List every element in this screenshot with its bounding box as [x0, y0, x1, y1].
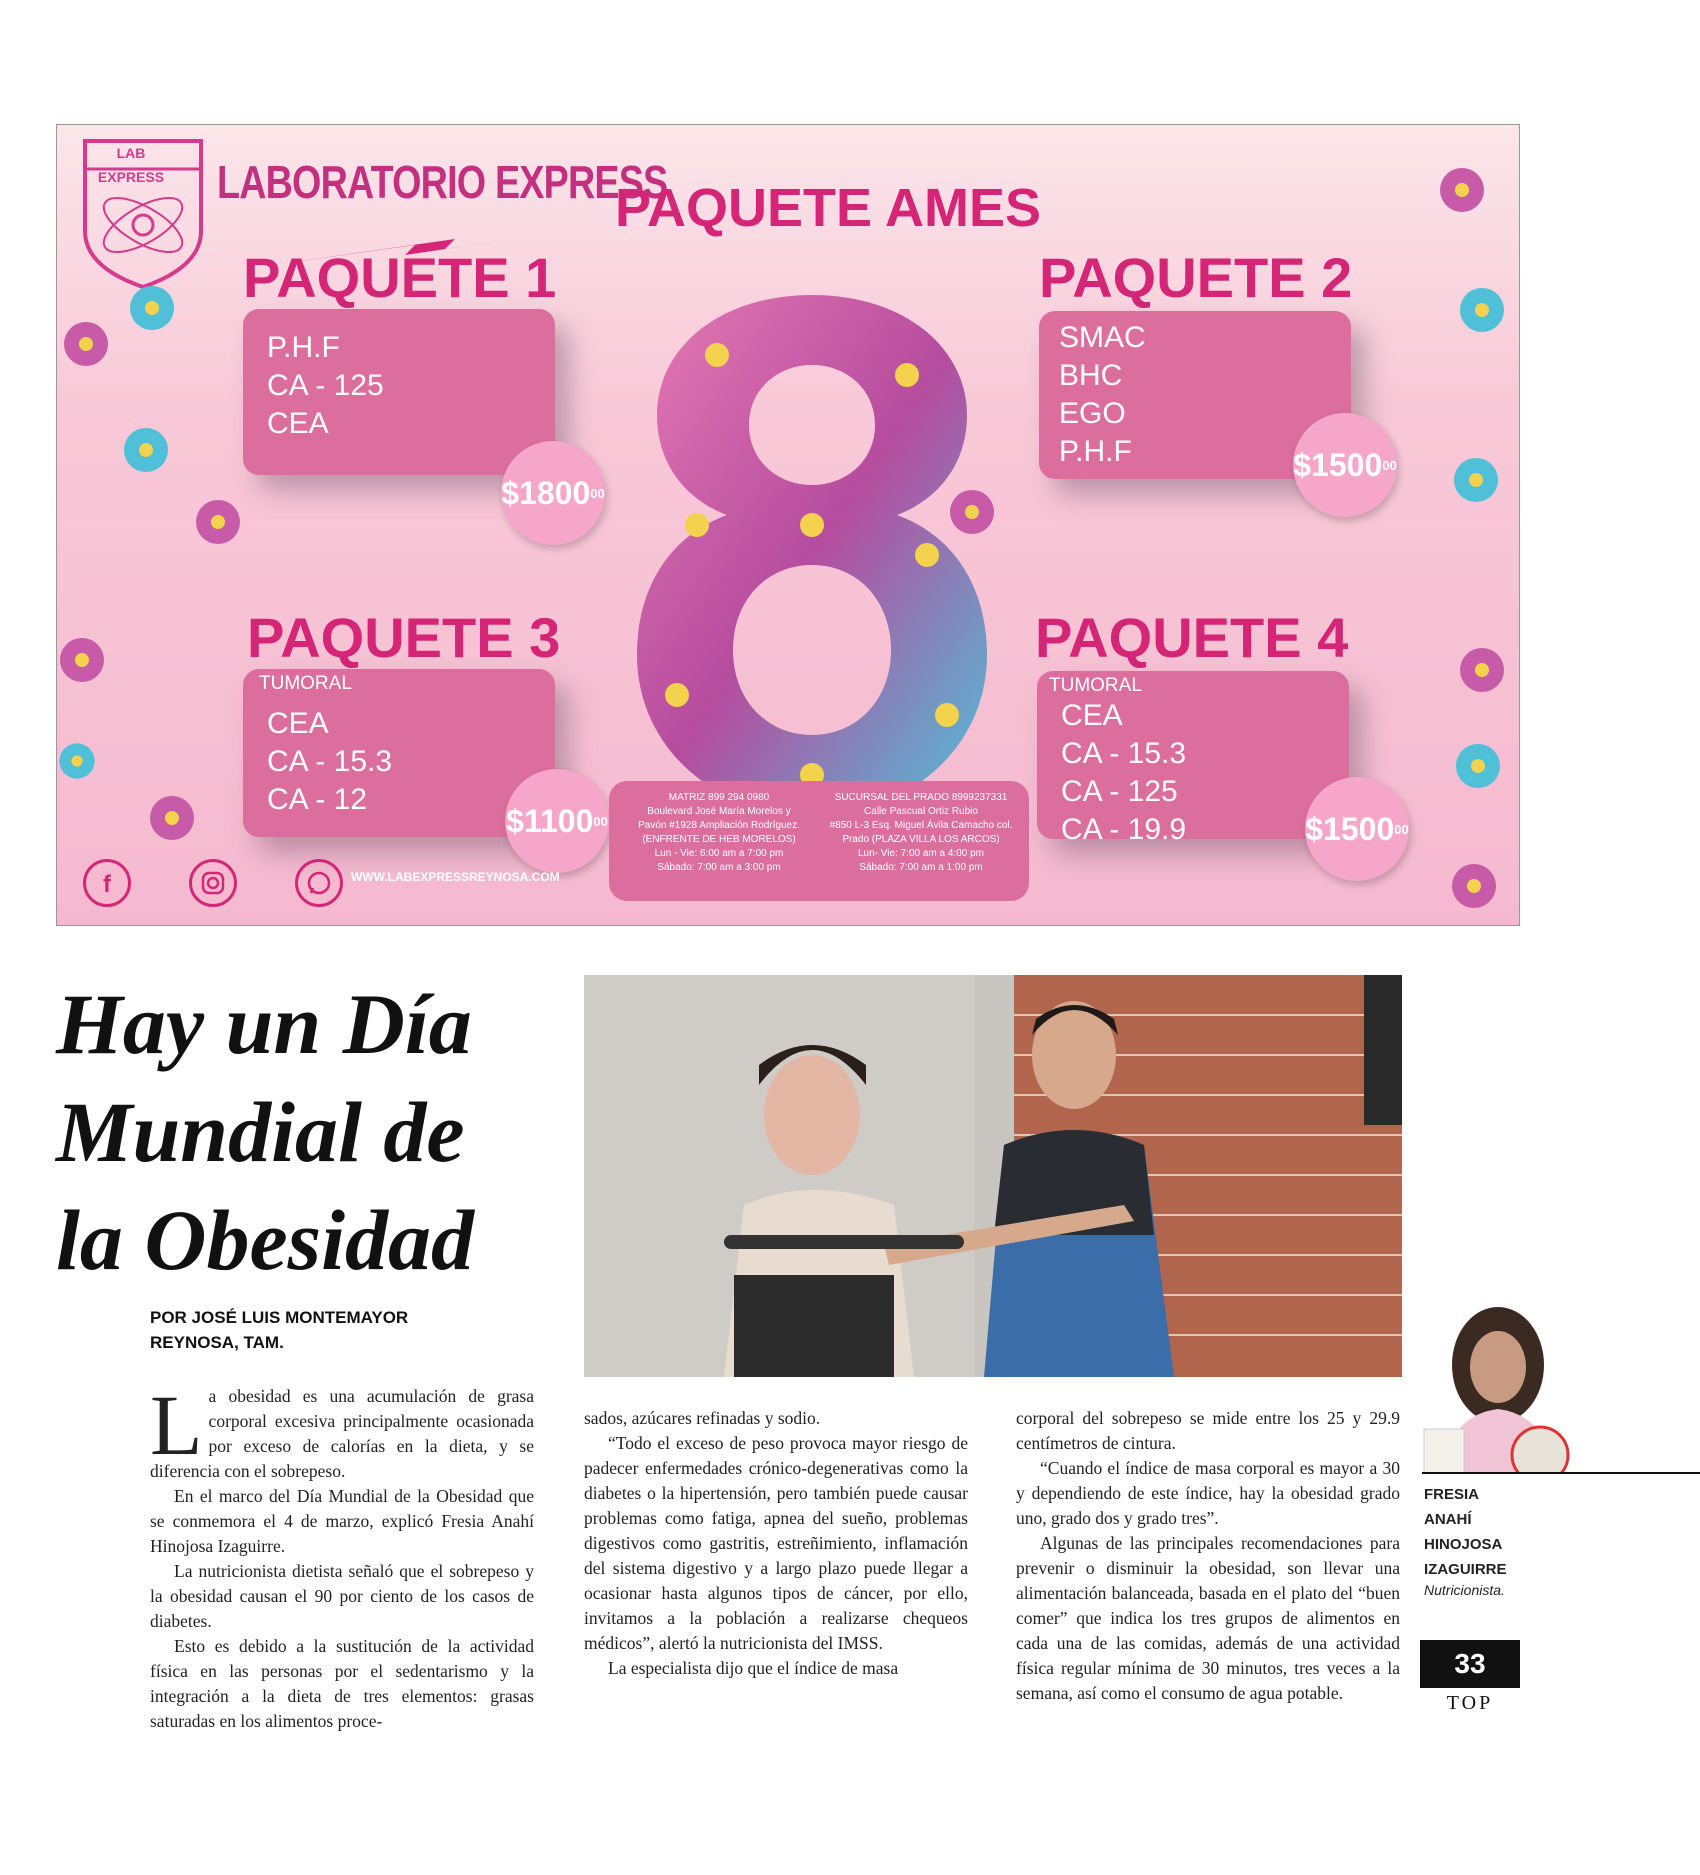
- advertisement: [56, 124, 1520, 926]
- instagram-icon[interactable]: [189, 859, 237, 907]
- author-divider: [1422, 1472, 1700, 1474]
- package-4-subtitle: TUMORAL: [1049, 675, 1142, 696]
- branch-info-box: [609, 781, 1029, 901]
- package-3-subtitle: TUMORAL: [259, 673, 352, 694]
- flower-icon: [947, 487, 997, 537]
- flower-icon: [1457, 645, 1507, 695]
- package-4-item: CEA: [1061, 699, 1123, 732]
- flower-icon: [1449, 861, 1499, 911]
- author-photo: [1422, 1305, 1572, 1473]
- flower-icon: [1453, 741, 1503, 791]
- dropcap: L: [150, 1377, 203, 1473]
- flower-icon: [1451, 455, 1501, 505]
- package-2-item: SMAC: [1059, 321, 1146, 354]
- package-1-item: P.H.F: [267, 331, 340, 364]
- package-3-item: CEA: [267, 707, 329, 740]
- whatsapp-icon[interactable]: [295, 859, 343, 907]
- branch-matriz: MATRIZ 899 294 0980 Boulevard José María Morelos y Pavón #1928 Ampliación Rodríguez. (ENFRENTE DE HEB MORELOS) Lun - Vie: 6:00 am a 7:00 pm Sábado: 7:00 am a 3:00 pm: [638, 792, 800, 873]
- package-1-card: [243, 309, 555, 475]
- author-role: Nutricionista.: [1424, 1582, 1505, 1598]
- package-2-item: BHC: [1059, 359, 1123, 392]
- flower-icon: [1457, 285, 1507, 335]
- package-1-item: CEA: [267, 407, 329, 440]
- facebook-icon[interactable]: [83, 859, 131, 907]
- svg-text:f: f: [103, 871, 111, 898]
- package-4-card: [1037, 671, 1349, 846]
- ad-title: PAQUETE AMES: [615, 178, 1042, 238]
- brand-small-label: LAB EXPRESS: [97, 145, 165, 185]
- flower-icon: [61, 319, 111, 369]
- article-headline: Hay un Día Mundial de la Obesidad: [56, 976, 475, 1288]
- byline: POR JOSÉ LUIS MONTEMAYOR REYNOSA, TAM.: [150, 1308, 409, 1352]
- package-1-heading: PAQUETE 1: [243, 246, 557, 309]
- article-column-2: sados, azúcares refinadas y sodio. “Todo el exceso de peso provoca mayor riesgo de padecer enfermedades crónico-degenerativas como la diabetes o la hipertensión, pero también puede causar problemas como fatiga, apnea del sueño, problemas digestivos como gastritis, estreñimiento, inflamación del sistema digestivo y a largo plazo puede llegar a ocasionar hasta algunos tipos de cáncer, por ello, invitamos a la población a realizarse chequeos médicos”, alertó la nutricionista del IMSS. La especialista dijo que el índice de masa: [584, 1408, 968, 1678]
- section-label: TOP: [1446, 1692, 1494, 1714]
- package-4-price: $1500 00: [1305, 777, 1409, 881]
- package-2-item: P.H.F: [1059, 435, 1132, 468]
- package-1-price: $1800 00: [501, 441, 605, 545]
- article-column-3: corporal del sobrepeso se mide entre los 25 y 29.9 centímetros de cintura. “Cuando el índice de masa corporal es mayor a 30 y dependiendo de este índice, hay la obesidad grado uno, grado dos y grado tres”. Algunas de las principales recomendaciones para prevenir o disminuir la obesidad, son llevar una alimentación balanceada, basada en el plato del “buen comer” que indica los tres grupos de alimentos en cada una de las comidas, además de una actividad física regular mínima de 30 minutos, tres veces a la semana, así como el consumo de agua potable.: [1016, 1408, 1400, 1703]
- package-2-heading: PAQUETE 2: [1039, 246, 1353, 309]
- page-number: 33: [1420, 1640, 1520, 1688]
- package-3-item: CA - 15.3: [267, 745, 393, 778]
- article-photo: [584, 975, 1402, 1377]
- package-3-item: CA - 12: [267, 783, 368, 816]
- flower-icon: [127, 283, 177, 333]
- author-name: FRESIA ANAHÍ HINOJOSA IZAGUIRRE: [1424, 1486, 1507, 1578]
- package-4-item: CA - 125: [1061, 775, 1178, 808]
- flower-icon: [193, 497, 243, 547]
- flower-icon: [147, 793, 197, 843]
- website-link[interactable]: WWW.LABEXPRESSREYNOSA.COM: [351, 870, 560, 884]
- package-4-item: CA - 15.3: [1061, 737, 1187, 770]
- package-3-price: $1100 00: [505, 769, 609, 873]
- flower-icon: [1437, 165, 1487, 215]
- package-4-item: CA - 19.9: [1061, 813, 1187, 846]
- flower-icon: [57, 635, 107, 685]
- package-3-heading: PAQUETE 3: [247, 606, 561, 669]
- number-eight-graphic: [637, 295, 987, 815]
- package-4-heading: PAQUETE 4: [1035, 606, 1349, 669]
- package-1-item: CA - 125: [267, 369, 384, 402]
- article-column-1: La obesidad es una acumulación de grasa corporal excesiva principalmente ocasionada por exceso de calorías en la dieta, y se diferencia con el sobrepeso. En el marco del Día Mundial de la Obesidad que se conmemora el 4 de marzo, explicó Fresia Anahí Hinojosa Izaguirre. La nutricionista dietista señaló que el sobrepeso y la obesidad causan el 90 por ciento de los casos de diabetes. Esto es debido a la sustitución de la actividad física en las personas por el sedentarismo y la integración a la dieta de tres elementos: grasas saturadas en los alimentos proce-: [150, 1377, 534, 1731]
- flower-icon: [121, 425, 171, 475]
- brand-name: LABORATORIO EXPRESS: [217, 156, 668, 208]
- flower-icon: [57, 741, 97, 781]
- package-2-price: $1500 00: [1293, 413, 1397, 517]
- branch-prado: SUCURSAL DEL PRADO 8999237331 Calle Pascual Ortiz Rubio #850 L-3 Esq. Miguel Ávila Camacho col. Prado (PLAZA VILLA LOS ARCOS) Lun- Vie: 7:00 am a 4:00 pm Sábado: 7:00 am a 1:00 pm: [829, 792, 1013, 873]
- package-2-item: EGO: [1059, 397, 1126, 430]
